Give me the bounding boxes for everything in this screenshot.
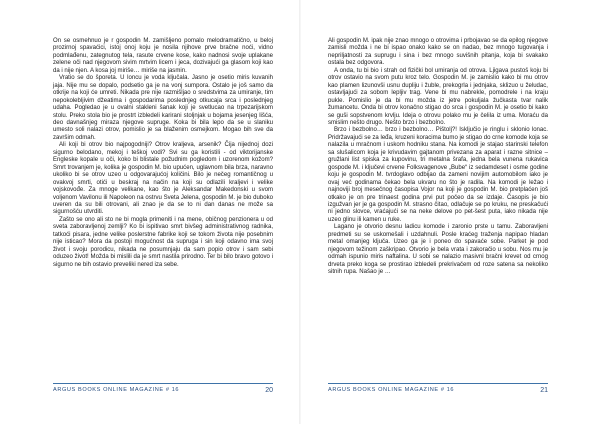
paragraph: Lagano je otvorio desnu ladicu komode i zaronio prste u tamu. Zaboravljeni predmeti su se uskomešali i uzdahnuli. Posle kraćeg traženja napipao hladan metal omanjeg ključa. Uzeo ga je i poneo do spavaće sobe. Parket je pod njegovom težinom zaškripao. Otvorio je bela vrata i zakoračio u sobu. Nos mu je odmah ispunio miris naftalina. U sobi se nalazio masivni bračni krevet od crnog drveta preko koga se prostirao izbledeli prekrivačem od roze satena sa nekoliko sitnih rupa. Našao je … — [328, 224, 548, 276]
paragraph: Vratio se do šporeta. U loncu je voda ključala. Jasno je osetio miris kuvanih jaja. Nije mu se dopalo, podsetio ga je na vonj sumpora. Ostalo je još samo da otkrije na koji će umreti. Nikada pre nije razmišljao o sredstvima za umiranje, tim nepokolebljivim džeatima i gospodarima poslednjeg otkucaja srca i poslednjeg udaha. Pogledao je u ovalni stakleni šanak koji je svetlucao na trpezarijskom stolu. Preko stola bio je prostrt izbledeli karirani stoljnjak u bojama jesenjeg lišća, deo davnašnjeg miraza njegove supruge. Koka bi bila lepo da se u slaniku umesto soli nalazi otrov, pomislio je sa blaženim osmejkom. Mogao bih sve da završim odmah. — [53, 75, 273, 141]
paragraph: Ali gospodin M. ipak nije znao mnogo o otrovima i prbojavao se da epilog njegove zamisli možda i ne bi ispao onako kako se on nadao, bez mnogo tugovanja i nepriljatnosti za suprugu i sina i bez mnogo suvišnih pitanja, koja bi svakako ostala bez odgovora. — [328, 38, 548, 67]
page-number: 21 — [540, 387, 548, 395]
magazine-title: ARGUS BOOKS ONLINE MAGAZINE # 16 — [328, 387, 455, 394]
paragraph: Ali koji bi otrov bio najpogodniji? Otrov kraljeva, arsenik? Čija nijednoj dozi sigurno belodano, mekoj i teškoj vodi? Svi su ga koristili - od viktorijanske Engleske kopale u oči, koko bi blistale požudnim pogledom i uzorenom kožom? Smrt trovanjem je, kolika je gospodin M. bio upućen, uglavnom bila brza, naravno ukoliko bi se otrov uzeo u odgovarajućoj količini. Bilo je nečeg romantičnog u ovakvoj smrti, otići u beskraj na način na koji su odlazili kraljevi i velike vojskovođe. Za mnoge velikane, kao što je Aleksandar Makedonski u svom voljenom Vavilonu ili Napoleon na ostrvu Sveta Jelena, gospodin M. je bio duboko uveren da su bili otrovani, ali znao je da se to ni dan danas ne može sa sigurnošću utvrditi. — [53, 142, 273, 216]
paragraph: A onda, tu bi bio i strah od fizički bol umiranja od otrova. Ljigava pustoš koju bi otrov ostavio na svom putu kroz telo. Gospodin M. je zamislio kako bi mu otrov kao plamen lizunovši usnu dupliju i žuble, prekogrla i jednjaka, sklizuo u želudac, ostavljajući za sobom lepljiv trag. Vene bi mu nabrekle, pomodrele i na kraju pukle. Pomislio je da bi mu možda iz jetre pokuljala žučkasta tvar nalik žumancetu. Onda bi otrov konačno stigao do srca i gospodin M. je osetio bi kako se guši sopstvenom krvlju. Ideja o otrovu polako mu je čelila iz uma. Moraću da smislim nešto drugo. Nešto brzo i bezbolno. — [328, 67, 548, 126]
right-text-column — [328, 38, 548, 277]
right-footer — [328, 383, 548, 394]
footer-rule — [328, 383, 548, 384]
page-number: 20 — [265, 387, 273, 395]
magazine-title: ARGUS BOOKS ONLINE MAGAZINE # 16 — [53, 387, 180, 394]
paragraph: Zašto se ono ali sto ne bi mogla primeniti i na mene, običnog penzionera u od sveta zaboravljenoj zemlji? Ko bi ispitivao smrt bivšeg administrativnog radnika, tatkoći pisara, jedne velike poslerstne fabrike koji se tokom života nije posebnim nije isticao? Mora da postoji mogućnost da supruga i sin koji odavno ima svoj život i svoju porodicu, nikada ne posumnjaju da sam popio otrov i sam sebi oduzeo život! Možda bi mislili da je smrt nastila prirodno. Ter bi bilo bravo gotovo i sigurno ne bih ostavio preveliki nered iza sebe. — [53, 216, 273, 268]
paragraph: On se osmehnuo je r gospodin M. zamišljeno pomalo melodramatično, u beloj prozirnoj spavaćici, istoj onoj koju je nosila njihove prve bračne noći, vidno podmlađenu, zategnutog tela, rasute crvene kose, kako nadnosi svoje uplakane zelene oči nad njegovom sivim mrtvim licem i jeca, dozivajući ga glasom koji kao da i nije njen. A kosa joj miriše… miriše na jasmin. — [53, 38, 273, 74]
paragraph: Brzo i bezbolno… brzo i bezbolno… Pištolj?! Isključio je ringlu i sklonio lonac. Pridržavajući se za leđa, kruzeni koracima bumo je stigao do crne komode koja se nalazila u mračnom i uskom hodniku stana. Na komodi je stajao starinski telefon sa slušalicom koja je krivudavim gajtanom privezana za aparat i razne sitnice – gružlani list spiska za kupovinu, tri metalna šrafa, jedna bela vunena rukavica gospode M. i ključevi crvene Folksvagenove „Bube“ iz sedamdeset i osme godine koju je gospodin M. tvrdoglavo odbijao da zameni novijim automobilom iako je ovaj već godinama čekao bela ukvaru no što je radila. Na komodi je ležao i najnoviji broj mesečnog časopisa Vojor na koji je gospodin M. bio pretplaćen još otkako je on pre trinaest godina prvi put počeo da se izdaje. Časopis je bio izgužvan jer je ga gospodin M. strasno čitao, odlačuje se po kruku, ne preskačući ni jedno slovce, vraćajući se na neke delove po pet-šest puta, iako nikada nije uzeo glinu ili kamen u ruke. — [328, 127, 548, 223]
